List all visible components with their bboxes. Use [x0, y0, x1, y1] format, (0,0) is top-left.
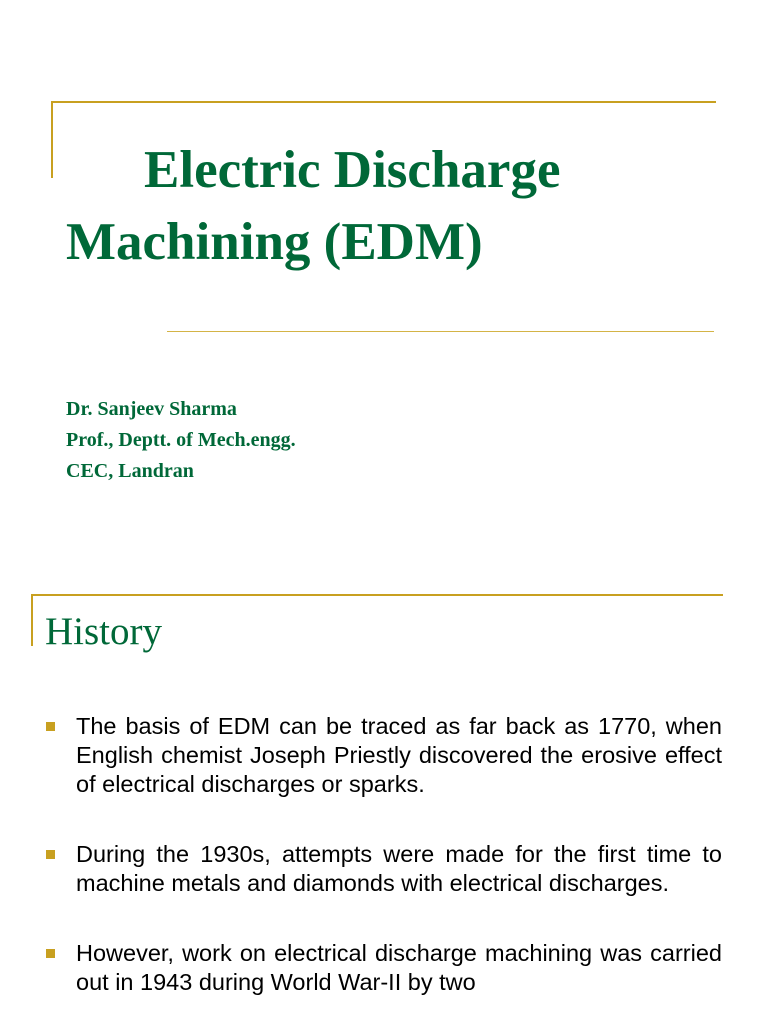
slide-title — [66, 134, 706, 278]
list-item — [0, 939, 768, 997]
author-position: Prof., Deptt. of Mech.engg. — [66, 429, 296, 451]
slide-title-line-1: Electric Discharge — [144, 141, 561, 199]
section-frame-top-rule — [31, 594, 723, 596]
square-bullet-icon — [46, 949, 55, 958]
bullet-text: The basis of EDM can be traced as far back as 1770, when English chemist Joseph Priestly discovered the erosive effect of electrical discharges or sparks. — [76, 713, 722, 797]
square-bullet-icon — [46, 722, 55, 731]
author-institution: CEC, Landran — [66, 460, 194, 482]
list-item — [0, 840, 768, 898]
author-name: Dr. Sanjeev Sharma — [66, 398, 237, 420]
bullet-text: During the 1930s, attempts were made for the first time to machine metals and diamonds with electrical discharges. — [76, 841, 722, 896]
list-item — [0, 712, 768, 799]
section-title: History — [45, 610, 162, 653]
section-frame-left-rule — [31, 594, 33, 646]
frame-left-rule — [51, 101, 53, 178]
title-underline-rule — [167, 331, 714, 332]
square-bullet-icon — [46, 850, 55, 859]
bullet-text: However, work on electrical discharge machining was carried out in 1943 during World War-II by two — [76, 940, 722, 995]
author-block — [66, 394, 666, 487]
bullet-list — [0, 712, 768, 1024]
slide-title-line-2: Machining (EDM) — [66, 213, 483, 271]
frame-top-rule — [51, 101, 716, 103]
